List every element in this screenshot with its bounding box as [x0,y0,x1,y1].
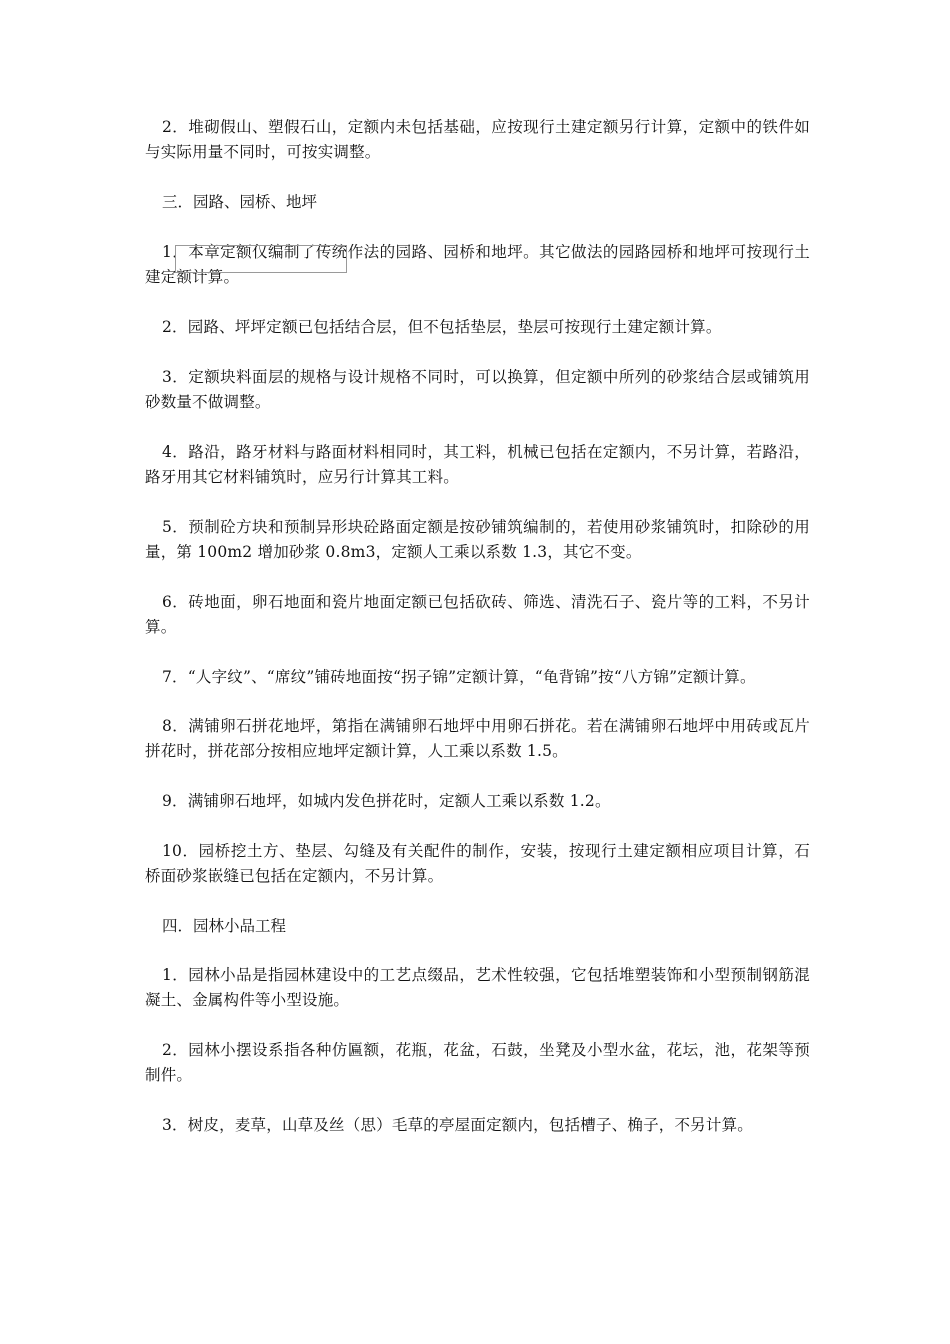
paragraph-road-7: 7．“人字纹”、“席纹”铺砖地面按“拐子锦”定额计算，“龟背锦”按“八方锦”定额计算。 [162,668,756,686]
paragraph-road-8: 8．满铺卵石拼花地坪，第指在满铺卵石地坪中用卵石拼花。若在满铺卵石地坪中用砖或瓦片拼花时，拼花部分按相应地坪定额计算，人工乘以系数 1.5。 [145,717,810,760]
paragraph-feature-1: 1．园林小品是指园林建设中的工艺点缀品，艺术性较强，它包括堆塑装饰和小型预制钢筋混凝土、金属构件等小型设施。 [145,966,810,1009]
paragraph-road-3: 3．定额块料面层的规格与设计规格不同时，可以换算，但定额中所列的砂浆结合层或铺筑用砂数量不做调整。 [145,368,810,411]
paragraph-rockery-foundation: 2．堆砌假山、塑假石山，定额内未包括基础，应按现行土建定额另行计算，定额中的铁件如与实际用量不同时，可按实调整。 [145,118,810,161]
annotation-box [175,245,347,273]
paragraph-road-1: 1．本章定额仅编制了传统作法的园路、园桥和地坪。其它做法的园路园桥和地坪可按现行土建定额计算。 [145,243,810,286]
paragraph-feature-2: 2．园林小摆设系指各种仿匾额，花瓶，花盆，石鼓，坐凳及小型水盆，花坛，池，花架等预制件。 [145,1041,810,1084]
paragraph-road-4: 4．路沿，路牙材料与路面材料相同时，其工料，机械已包括在定额内，不另计算，若路沿，路牙用其它材料铺筑时，应另行计算其工料。 [145,443,810,486]
section-heading-garden-features: 四．园林小品工程 [162,917,287,935]
paragraph-road-5: 5．预制砼方块和预制异形块砼路面定额是按砂铺筑编制的，若使用砂浆铺筑时，扣除砂的用量，第 100m2 增加砂浆 0.8m3，定额人工乘以系数 1.3，其它不变。 [145,518,810,561]
paragraph-road-2: 2．园路、坪坪定额已包括结合层，但不包括垫层，垫层可按现行土建定额计算。 [162,318,722,336]
paragraph-road-9: 9．满铺卵石地坪，如城内发色拼花时，定额人工乘以系数 1.2。 [162,792,611,810]
paragraph-road-6: 6．砖地面，卵石地面和瓷片地面定额已包括砍砖、筛选、清洗石子、瓷片等的工料，不另计算。 [145,593,810,636]
paragraph-road-10: 10．园桥挖土方、垫层、勾缝及有关配件的制作，安装，按现行土建定额相应项目计算，石桥面砂浆嵌缝已包括在定额内，不另计算。 [145,842,810,885]
section-heading-garden-roads: 三．园路、园桥、地坪 [162,193,318,211]
paragraph-feature-3: 3．树皮，麦草，山草及丝（思）毛草的亭屋面定额内，包括槽子、桷子，不另计算。 [162,1116,753,1134]
